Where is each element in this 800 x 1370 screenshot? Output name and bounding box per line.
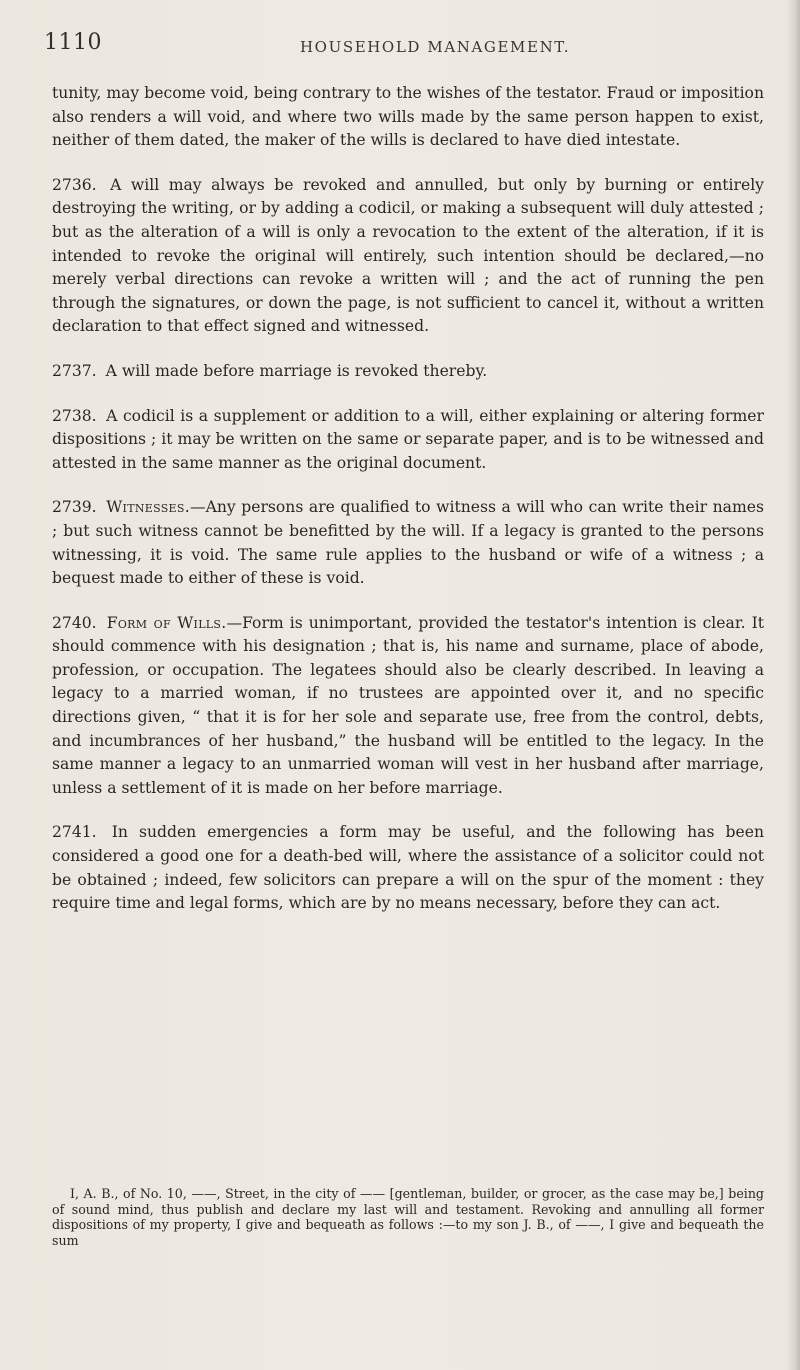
paragraph-text: —Any persons are qualified to witness a will who can write their names ; but such witness cannot be benefitted by the will. If a legacy is granted to the persons witnessing, it is void. The same rule applies to the husband or wife of a witness ; a bequest made to either of these is void. bbox=[52, 498, 764, 588]
page-edge-shadow bbox=[786, 0, 800, 1370]
paragraph-text: In sudden emergencies a form may be useful, and the following has been considered a good one for a death-bed will, where the assistance of a solicitor could not be obtained ; indeed, few solicitors can prepare a will on the spur of the moment : they require time and legal forms, which are by no means necessary, before they can act. bbox=[52, 823, 764, 913]
paragraph-continued bbox=[52, 82, 764, 153]
paragraph-text: —Form is unimportant, provided the testator's intention is clear. It should commence with his designation ; that is, his name and surname, place of abode, profession, or occupation. The legatees should also be clearly described. In leaving a legacy to a married woman, if no trustees are appointed over it, and no specific directions given, “ that it is for her sole and separate use, free from the control, debts, and incumbrances of her husband,” the husband will be entitled to the legacy. In the same manner a legacy to an unmarried woman will vest in her husband after marriage, unless a settlement of it is made on her before marriage. bbox=[52, 613, 764, 797]
paragraph-text: tunity, may become void, being contrary to the wishes of the testator. Fraud or imposition also renders a will void, and where two wills made by the same person happen to exist, neither of them dated, the maker of the wills is declared to have died intestate. bbox=[52, 84, 764, 150]
paragraph-text: A codicil is a supplement or addition to a will, either explaining or altering former dispositions ; it may be written on the same or separate paper, and is to be witnessed and attested in the same manner as the original document. bbox=[52, 406, 764, 472]
paragraph-text: A will made before marriage is revoked thereby. bbox=[105, 361, 488, 380]
paragraph-number: 2739. bbox=[52, 498, 97, 517]
running-head: HOUSEHOLD MANAGEMENT. bbox=[300, 38, 571, 56]
paragraph-number: 2741. bbox=[52, 823, 97, 842]
paragraph-number: 2737. bbox=[52, 361, 97, 380]
will-form-example bbox=[52, 1186, 764, 1248]
section-heading: Witnesses. bbox=[106, 498, 190, 517]
section-heading: Form of Wills. bbox=[106, 613, 227, 632]
paragraph-2741 bbox=[52, 821, 764, 915]
paragraph-number: 2736. bbox=[52, 175, 97, 194]
paragraph-2738 bbox=[52, 405, 764, 476]
paragraph-2737 bbox=[52, 360, 764, 384]
paragraph-2739 bbox=[52, 496, 764, 590]
will-form-text: I, A. B., of No. 10, ——, Street, in the city of —— [gentleman, builder, or grocer, as the case may be,] being of sound mind, thus publish and declare my last will and testament. Revoking and annulling all former dispositions of my property, I give and bequeath as follows :—to my son J. B., of ——, I give and bequeath the sum bbox=[52, 1186, 764, 1248]
paragraph-text: A will may always be revoked and annulled, but only by burning or entirely destroying the writing, or by adding a codicil, or making a subsequent will duly attested ; but as the alteration of a will is only a revocation to the extent of the alteration, if it is intended to revoke the original will entirely, such intention should be declared,—no merely verbal directions can revoke a written will ; and the act of running the pen through the signatures, or down the page, is not sufficient to cancel it, without a written declaration to that effect signed and witnessed. bbox=[52, 175, 764, 336]
paragraph-2740 bbox=[52, 612, 764, 801]
paragraph-number: 2740. bbox=[52, 613, 97, 632]
paragraph-number: 2738. bbox=[52, 406, 97, 425]
paragraph-2736 bbox=[52, 174, 764, 339]
page-number: 1110 bbox=[44, 30, 102, 55]
body-text bbox=[52, 82, 764, 916]
